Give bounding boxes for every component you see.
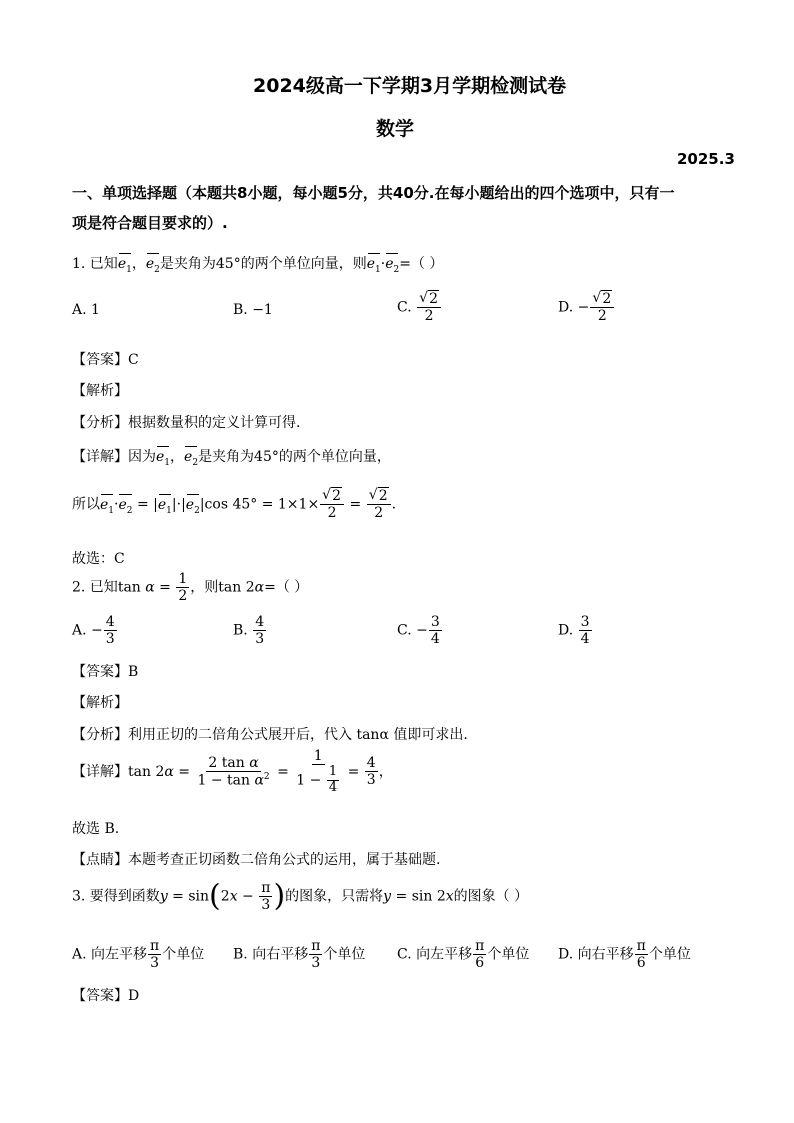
q2-answer: 【答案】B xyxy=(72,664,139,680)
q2-detail: 【详解】tan 2α = $\frac{\text{2 tan α}}{1 - \tan \alpha^2}$ = 1 1 − $\frac{1}{4}$ = $\frac{4}{3}$ ， xyxy=(72,748,393,796)
q1-answer: 【答案】C xyxy=(72,352,139,368)
q3-option-a[interactable]: A. 向左平移 $\frac{\pi}{3}$ 个单位 xyxy=(72,938,205,972)
question-1-stem: 1. 已知$e_1$，$e_2$是夹角为45°的两个单位向量，则$e_1\cdot e_2=$（ ） xyxy=(72,256,444,275)
q1-option-c[interactable]: C. √ $\frac{2}{2}$ xyxy=(397,291,442,324)
q2-option-b[interactable]: B. $\frac{4}{3}$ xyxy=(233,614,265,648)
q3-option-c[interactable]: C. 向左平移 $\frac{\pi}{6}$ 个单位 xyxy=(397,938,530,972)
q3-option-d[interactable]: D. 向右平移 $\frac{\pi}{6}$ 个单位 xyxy=(558,938,691,972)
page-title: 2024级高一下学期3月学期检测试卷 xyxy=(253,75,567,97)
q1-final: 故选：C xyxy=(72,551,125,567)
q2-final: 故选 B. xyxy=(72,821,120,837)
q1-calculation: 所以$e_1\cdot e_2 = |e_1|\cdot|e_2|\cos$ 45° = 1×1× √ $\frac{2}{2}$ = √ $\frac{2}{2}$ . xyxy=(72,488,396,521)
vector-e1: $e_1$ xyxy=(117,256,132,275)
q1-fenxi: 【分析】根据数量积的定义计算可得. xyxy=(72,415,301,431)
vector-e2: $e_2$ xyxy=(145,256,160,275)
question-2-stem: 2. 已知tan α = $\frac{1}{2}$ ，则tan 2α=（ ） xyxy=(72,571,309,605)
subject-title: 数学 xyxy=(376,118,415,140)
q1-option-b[interactable]: B. −1 xyxy=(233,302,273,318)
exam-date: 2025.3 xyxy=(677,150,735,168)
q1-jiexi: 【解析】 xyxy=(72,383,128,399)
q2-dianjing: 【点睛】本题考查正切函数二倍角公式的运用，属于基础题. xyxy=(72,852,441,868)
q1-option-d[interactable]: D. − √ $\frac{2}{2}$ xyxy=(558,291,615,324)
q3-option-b[interactable]: B. 向右平移 $\frac{\pi}{3}$ 个单位 xyxy=(233,938,366,972)
q2-option-a[interactable]: A. − $\frac{4}{3}$ xyxy=(72,614,115,648)
section-heading-line1: 一、单项选择题（本题共8小题，每小题5分，共40分.在每小题给出的四个选项中，只有一 xyxy=(72,184,675,202)
q1-detail: 【详解】因为$e_1$，$e_2$是夹角为45°的两个单位向量， xyxy=(72,449,391,468)
q1-option-a[interactable]: A. 1 xyxy=(72,302,100,318)
q3-answer: 【答案】D xyxy=(72,988,140,1004)
q2-jiexi: 【解析】 xyxy=(72,695,128,711)
q2-option-c[interactable]: C. − $\frac{3}{4}$ xyxy=(397,614,440,648)
q2-option-d[interactable]: D. $\frac{3}{4}$ xyxy=(558,614,590,648)
q2-fenxi: 【分析】利用正切的二倍角公式展开后，代入 tanα 值即可求出. xyxy=(72,727,468,743)
question-3-stem: 3. 要得到函数y = sin(2x − $\frac{\pi}{3}$ )的图象，只需将y = sin 2x的图象（ ） xyxy=(72,878,529,914)
section-heading-line2: 项是符合题目要求的）. xyxy=(72,214,228,232)
